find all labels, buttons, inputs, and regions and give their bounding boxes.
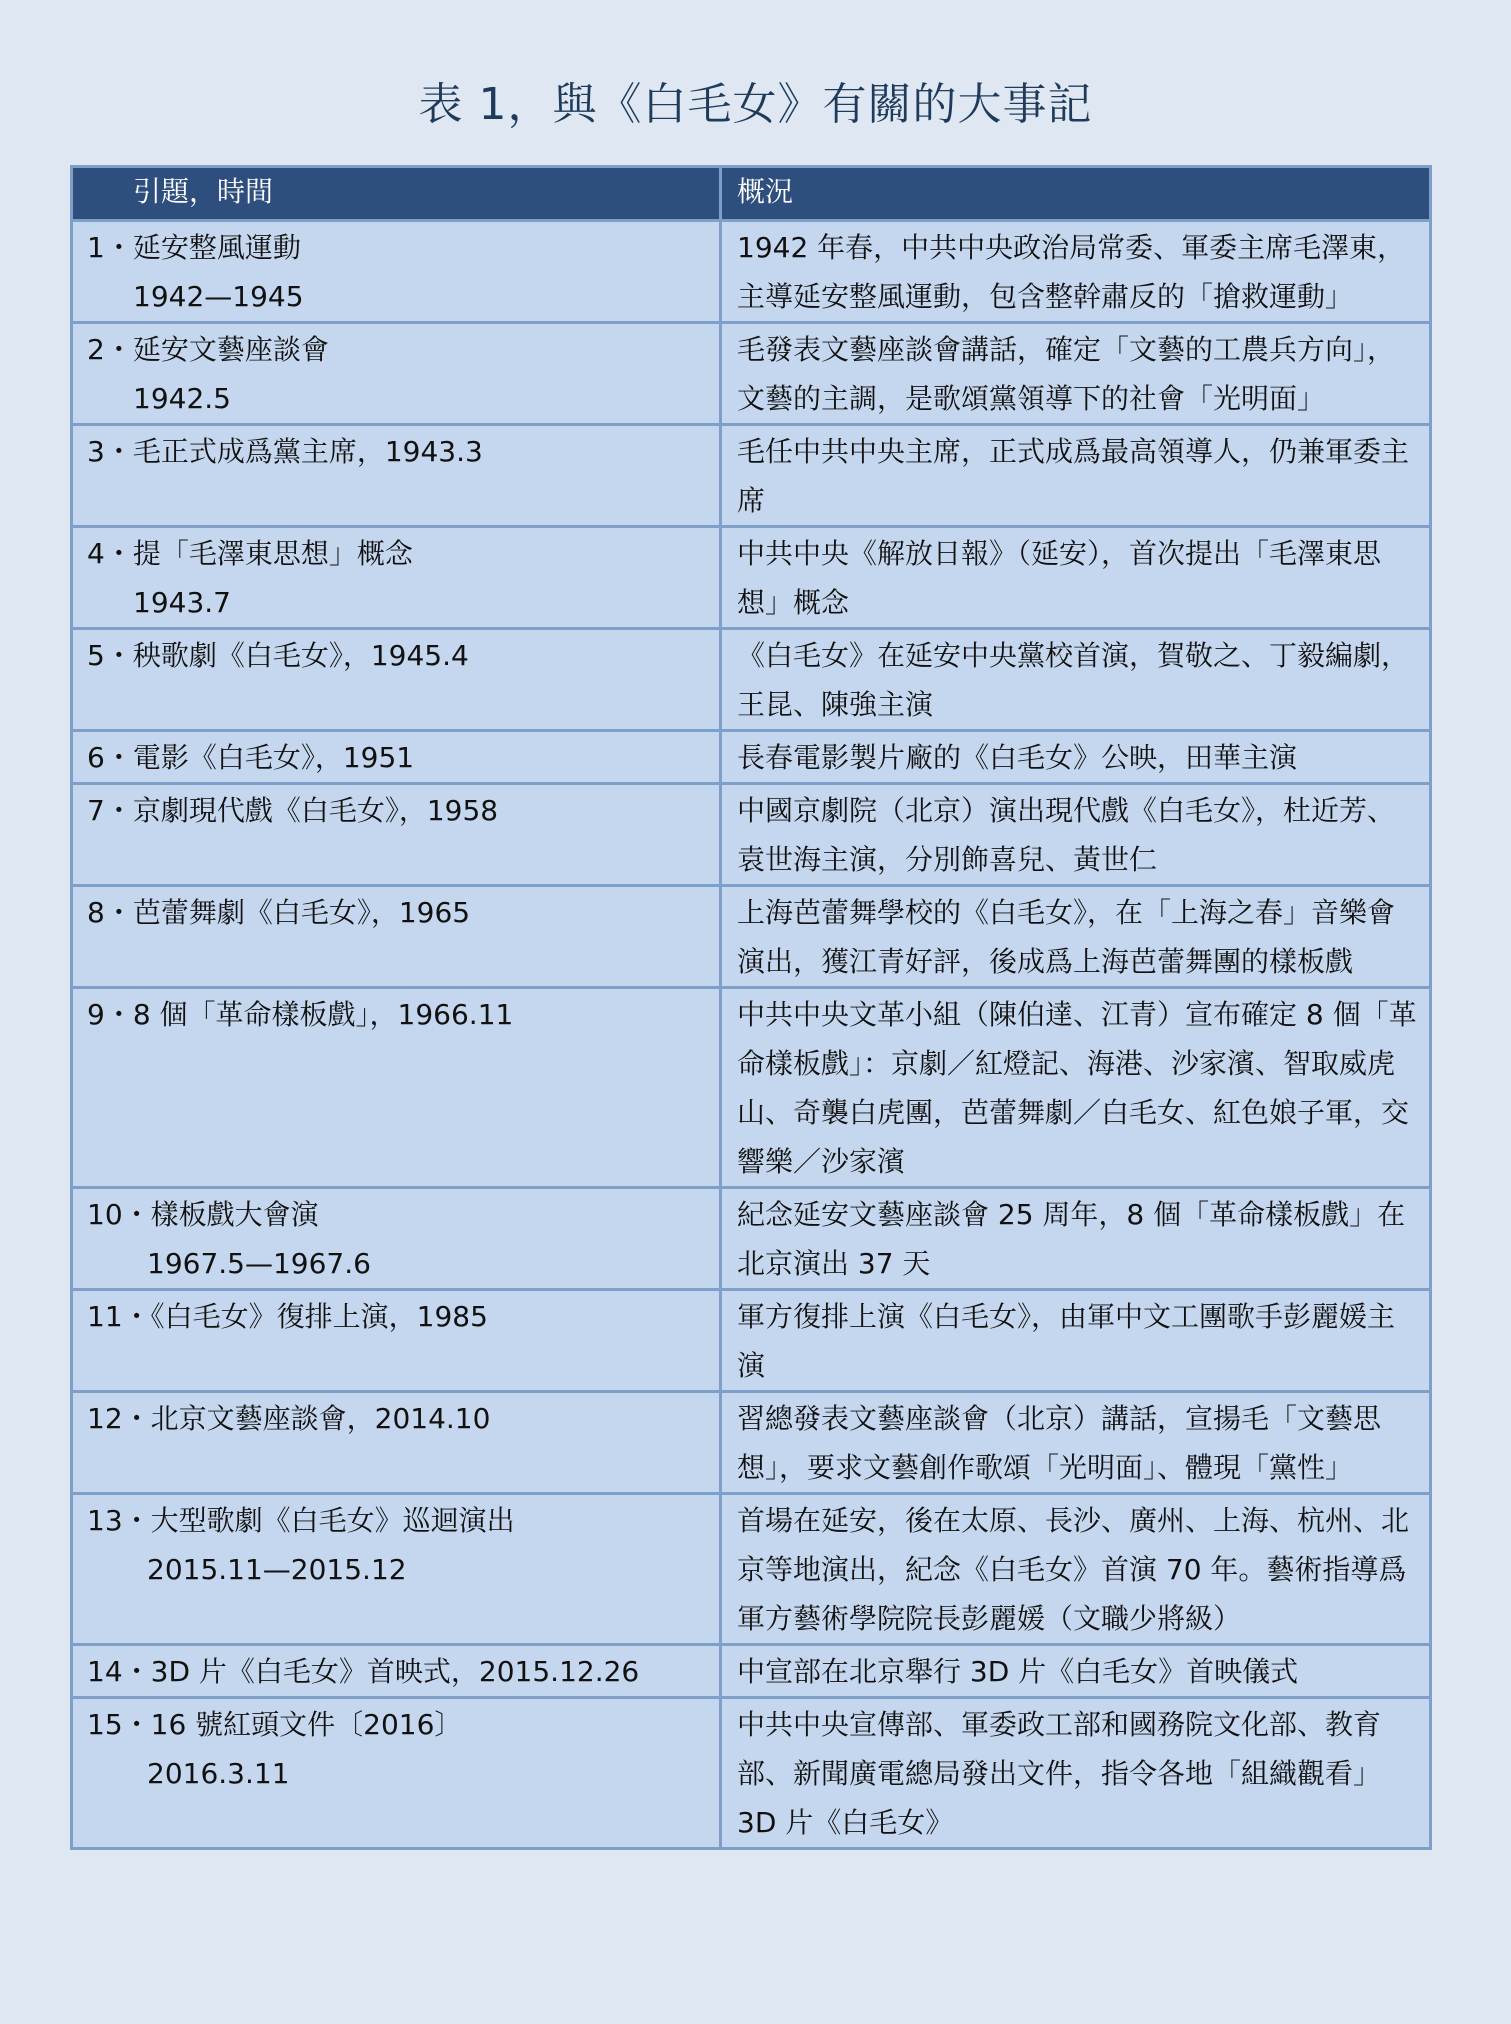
event-title: 4・提「毛澤東思想」概念 xyxy=(87,537,413,570)
event-title: 15・16 號紅頭文件〔2016〕 xyxy=(87,1708,463,1741)
event-date: 1942.5 xyxy=(133,382,231,415)
event-title: 13・大型歌劇《白毛女》巡迴演出 xyxy=(87,1504,515,1537)
event-title: 8・芭蕾舞劇《白毛女》，1965 xyxy=(87,896,471,929)
event-title: 5・秧歌劇《白毛女》，1945.4 xyxy=(87,639,469,672)
event-title: 1・延安整風運動 xyxy=(87,231,301,264)
table-row xyxy=(72,323,1431,425)
summary-cell: 首場在延安，後在太原、長沙、廣州、上海、杭州、北京等地演出，紀念《白毛女》首演 70 年。藝術指導爲軍方藝術學院院長彭麗媛（文職少將級） xyxy=(721,1494,1431,1645)
event-cell xyxy=(72,988,721,1188)
table-row xyxy=(72,1698,1431,1849)
table-row xyxy=(72,221,1431,323)
event-title: 7・京劇現代戲《白毛女》，1958 xyxy=(87,794,499,827)
event-title: 11・《白毛女》復排上演，1985 xyxy=(87,1300,488,1333)
table-row xyxy=(72,886,1431,988)
summary-cell: 長春電影製片廠的《白毛女》公映，田華主演 xyxy=(721,731,1431,784)
column-header-summary: 概況 xyxy=(721,167,1431,221)
summary-cell: 中共中央《解放日報》（延安），首次提出「毛澤東思想」概念 xyxy=(721,527,1431,629)
event-date: 2015.11—2015.12 xyxy=(147,1553,407,1586)
event-date: 1967.5—1967.6 xyxy=(147,1247,371,1280)
table-row xyxy=(72,1290,1431,1392)
table-row xyxy=(72,1494,1431,1645)
table-row xyxy=(72,731,1431,784)
event-cell xyxy=(72,629,721,731)
summary-cell: 習總發表文藝座談會（北京）講話，宣揚毛「文藝思想」，要求文藝創作歌頌「光明面」、體現「黨性」 xyxy=(721,1392,1431,1494)
table-row xyxy=(72,988,1431,1188)
event-cell xyxy=(72,1494,721,1645)
table-row xyxy=(72,425,1431,527)
table-body xyxy=(72,221,1431,1849)
event-cell xyxy=(72,323,721,425)
event-date: 1943.7 xyxy=(133,586,231,619)
table-row xyxy=(72,1188,1431,1290)
event-cell xyxy=(72,1188,721,1290)
event-cell xyxy=(72,784,721,886)
event-cell xyxy=(72,1698,721,1849)
table-row xyxy=(72,1392,1431,1494)
summary-cell: 上海芭蕾舞學校的《白毛女》，在「上海之春」音樂會演出，獲江青好評，後成爲上海芭蕾舞團的樣板戲 xyxy=(721,886,1431,988)
event-cell xyxy=(72,1290,721,1392)
events-table xyxy=(70,165,1432,1850)
summary-cell: 中宣部在北京舉行 3D 片《白毛女》首映儀式 xyxy=(721,1645,1431,1698)
event-title: 6・電影《白毛女》，1951 xyxy=(87,741,415,774)
event-title: 12・北京文藝座談會，2014.10 xyxy=(87,1402,491,1435)
event-cell xyxy=(72,1392,721,1494)
event-title: 10・樣板戲大會演 xyxy=(87,1198,319,1231)
event-date: 2016.3.11 xyxy=(147,1757,290,1790)
table-row xyxy=(72,1645,1431,1698)
summary-cell: 軍方復排上演《白毛女》，由軍中文工團歌手彭麗媛主演 xyxy=(721,1290,1431,1392)
event-title: 9・8 個「革命樣板戲」，1966.11 xyxy=(87,998,514,1031)
table-row xyxy=(72,784,1431,886)
event-cell xyxy=(72,221,721,323)
page-title: 表 1，與《白毛女》有關的大事記 xyxy=(418,79,1093,130)
summary-cell: 中國京劇院（北京）演出現代戲《白毛女》，杜近芳、袁世海主演，分別飾喜兒、黃世仁 xyxy=(721,784,1431,886)
event-cell xyxy=(72,1645,721,1698)
table-row xyxy=(72,527,1431,629)
summary-cell: 中共中央宣傳部、軍委政工部和國務院文化部、教育部、新聞廣電總局發出文件，指令各地「組織觀看」3D 片《白毛女》 xyxy=(721,1698,1431,1849)
event-cell xyxy=(72,886,721,988)
summary-cell: 《白毛女》在延安中央黨校首演，賀敬之、丁毅編劇，王昆、陳強主演 xyxy=(721,629,1431,731)
event-cell xyxy=(72,731,721,784)
column-header-event: 引題，時間 xyxy=(72,167,721,221)
table-header-row xyxy=(72,167,1431,221)
summary-cell: 紀念延安文藝座談會 25 周年，8 個「革命樣板戲」在北京演出 37 天 xyxy=(721,1188,1431,1290)
event-title: 3・毛正式成爲黨主席，1943.3 xyxy=(87,435,483,468)
event-cell xyxy=(72,527,721,629)
summary-cell: 毛發表文藝座談會講話，確定「文藝的工農兵方向」，文藝的主調，是歌頌黨領導下的社會「光明面」 xyxy=(721,323,1431,425)
event-date: 1942—1945 xyxy=(133,280,304,313)
event-title: 14・3D 片《白毛女》首映式，2015.12.26 xyxy=(87,1655,640,1688)
event-title: 2・延安文藝座談會 xyxy=(87,333,329,366)
event-cell xyxy=(72,425,721,527)
summary-cell: 中共中央文革小組（陳伯達、江青）宣布確定 8 個「革命樣板戲」：京劇／紅燈記、海港、沙家濱、智取威虎山、奇襲白虎團，芭蕾舞劇／白毛女、紅色娘子軍，交響樂／沙家濱 xyxy=(721,988,1431,1188)
summary-cell: 毛任中共中央主席，正式成爲最高領導人，仍兼軍委主席 xyxy=(721,425,1431,527)
summary-cell: 1942 年春，中共中央政治局常委、軍委主席毛澤東，主導延安整風運動，包含整幹肅反的「搶救運動」 xyxy=(721,221,1431,323)
table-row xyxy=(72,629,1431,731)
